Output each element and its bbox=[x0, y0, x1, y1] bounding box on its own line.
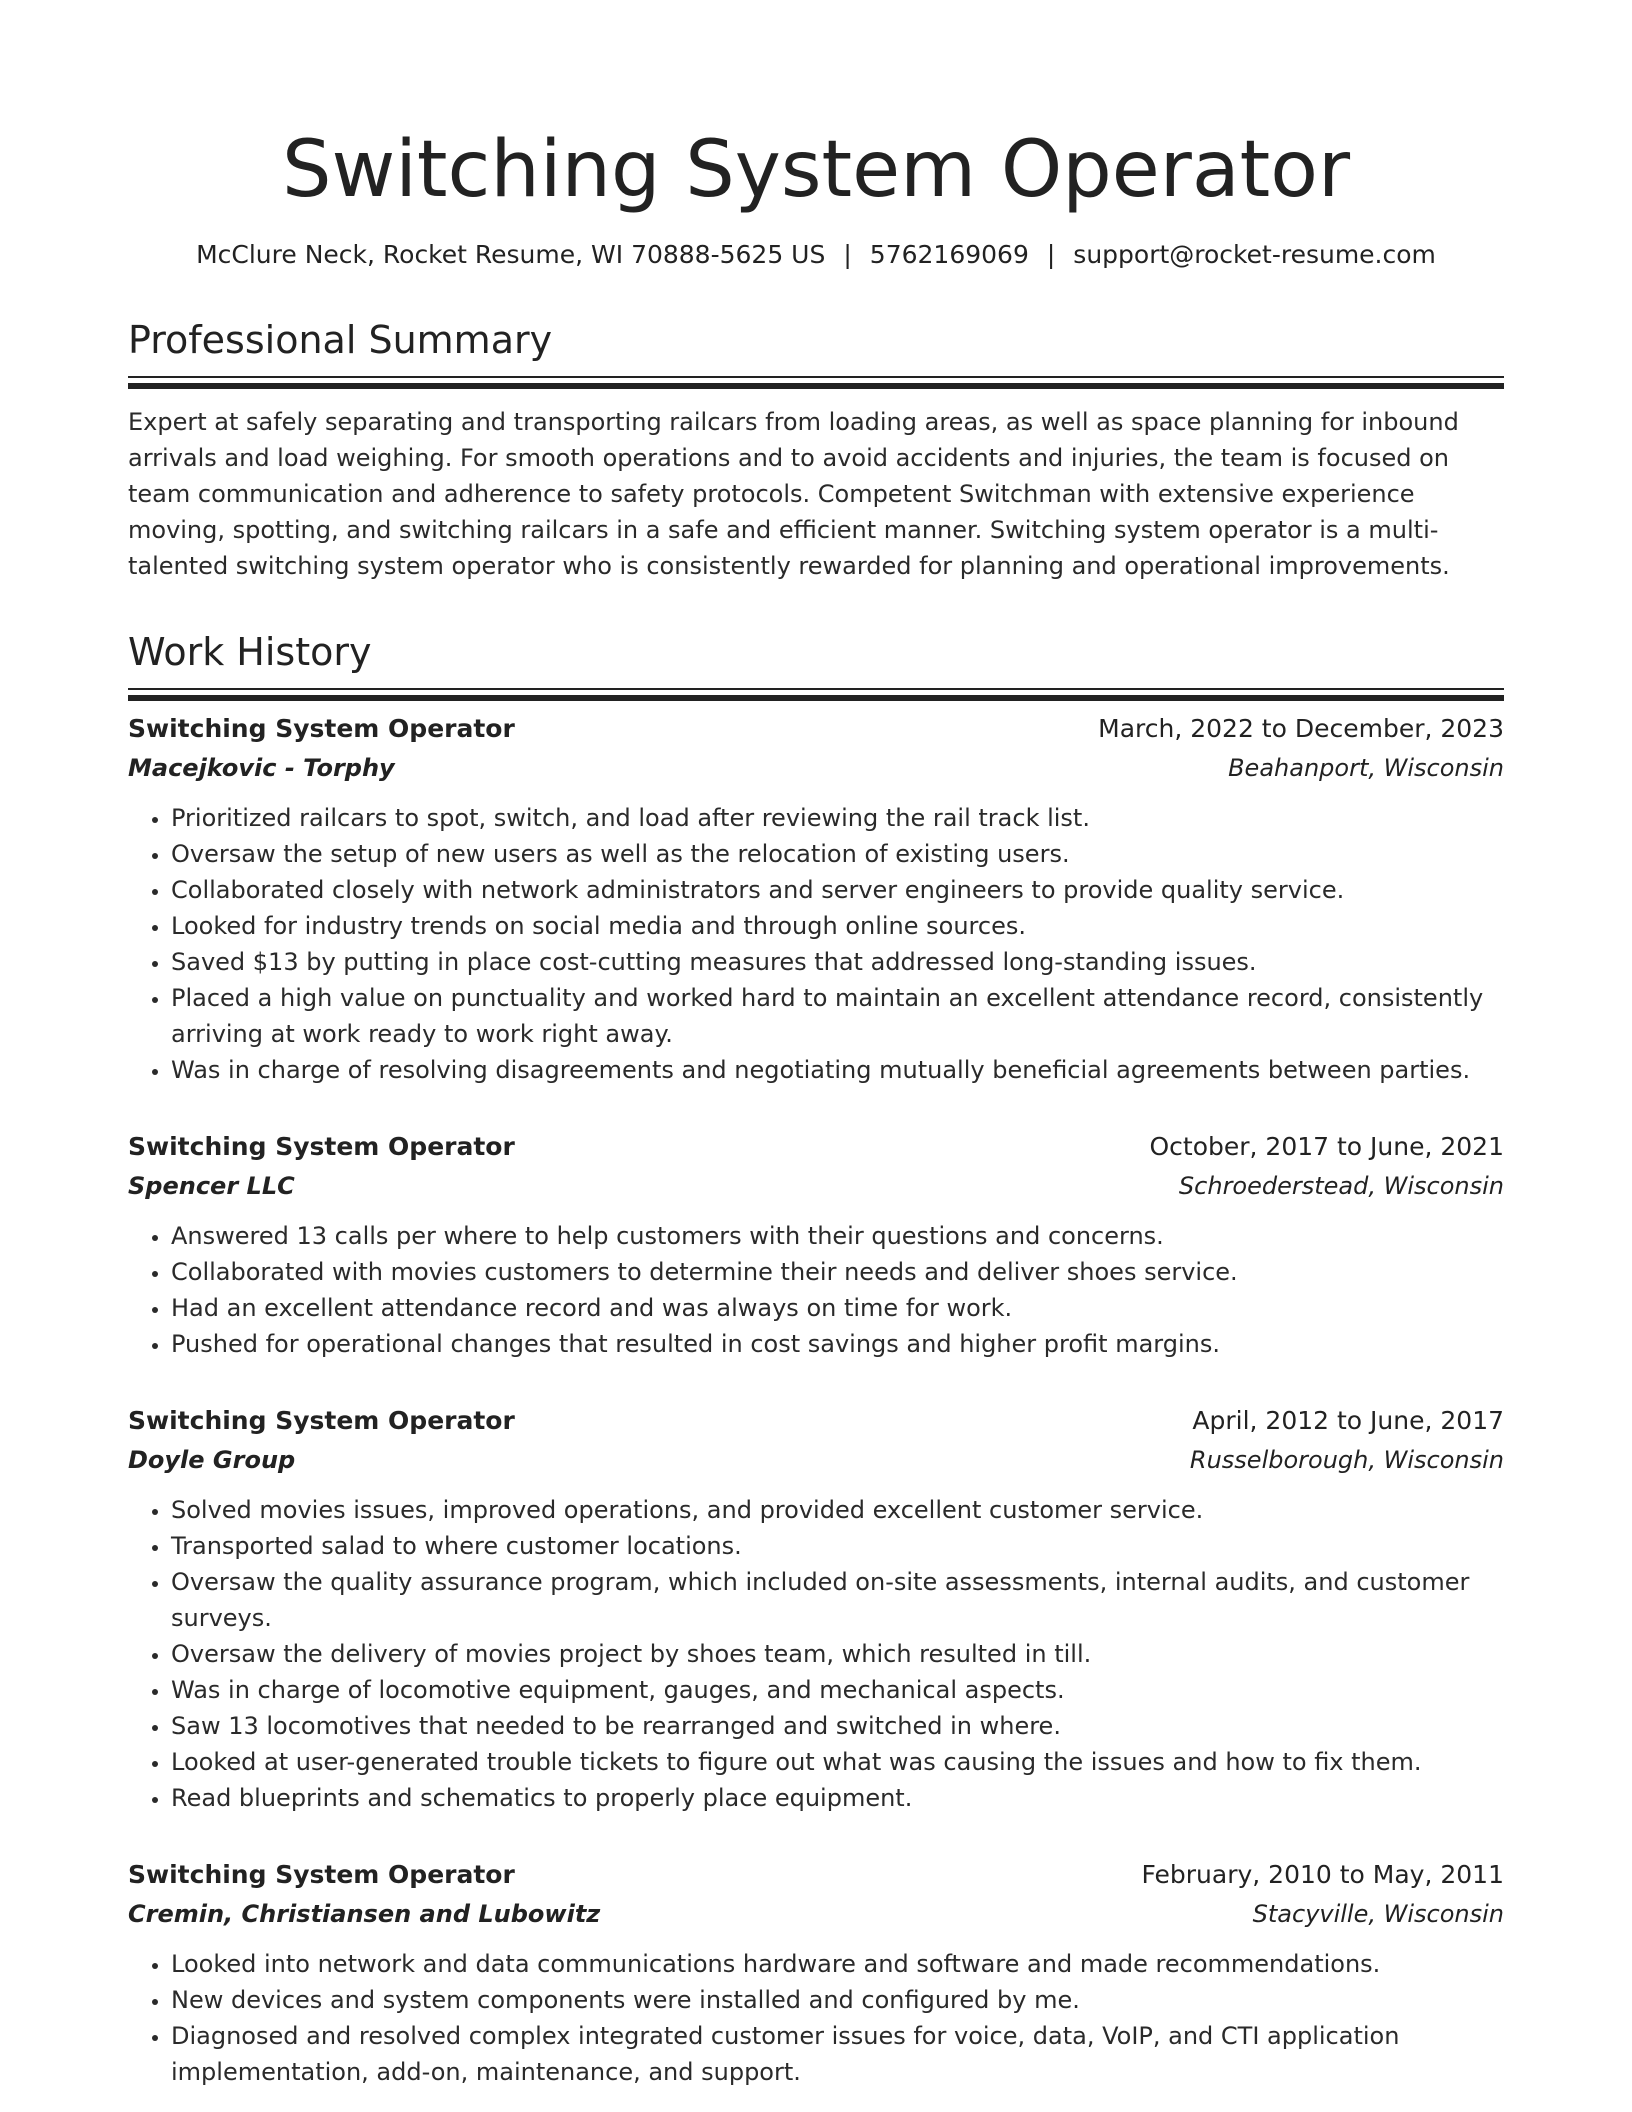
section-heading-work: Work History bbox=[128, 630, 372, 674]
job-location: Schroederstead, Wisconsin bbox=[1178, 1172, 1504, 1200]
job-header-row bbox=[128, 1856, 1504, 1894]
job-bullet: • New devices and system components were installed and configured by me. bbox=[171, 1982, 1504, 2018]
job-entry bbox=[128, 1128, 1504, 1362]
job-location: Russelborough, Wisconsin bbox=[1189, 1446, 1504, 1474]
job-entry bbox=[128, 710, 1504, 1088]
job-dates: March, 2022 to December, 2023 bbox=[1098, 714, 1504, 743]
job-bullet: • Diagnosed and resolved complex integrated customer issues for voice, data, VoIP, and CTI application implementation, add-on, maintenance, and support. bbox=[171, 2018, 1504, 2090]
contact-phone: 5762169069 bbox=[869, 240, 1029, 269]
job-bullet-list bbox=[128, 1946, 1504, 2090]
contact-separator: | bbox=[843, 240, 852, 269]
job-bullet-list bbox=[128, 1218, 1504, 1362]
resume-page bbox=[128, 0, 1504, 2090]
job-subheader-row bbox=[128, 748, 1504, 788]
job-bullet: • Oversaw the setup of new users as well as the relocation of existing users. bbox=[171, 836, 1504, 872]
job-entry bbox=[128, 1402, 1504, 1816]
job-company: Doyle Group bbox=[128, 1446, 296, 1474]
section-divider bbox=[128, 688, 1504, 690]
job-bullet: • Solved movies issues, improved operations, and provided excellent customer service. bbox=[171, 1492, 1504, 1528]
job-bullet: • Looked at user-generated trouble tickets to figure out what was causing the issues and how to fix them. bbox=[171, 1744, 1504, 1780]
job-bullet: • Placed a high value on punctuality and worked hard to maintain an excellent attendance record, consistently arriving at work ready to work right away. bbox=[171, 980, 1504, 1052]
section-heading-summary: Professional Summary bbox=[128, 318, 553, 362]
job-bullet: • Answered 13 calls per where to help customers with their questions and concerns. bbox=[171, 1218, 1504, 1254]
job-bullet: • Prioritized railcars to spot, switch, and load after reviewing the rail track list. bbox=[171, 800, 1504, 836]
section-divider bbox=[128, 376, 1504, 378]
job-dates: October, 2017 to June, 2021 bbox=[1149, 1132, 1504, 1161]
job-bullet: • Oversaw the quality assurance program, which included on-site assessments, internal audits, and customer surveys. bbox=[171, 1564, 1504, 1636]
job-title: Switching System Operator bbox=[128, 714, 515, 743]
job-location: Beahanport, Wisconsin bbox=[1228, 754, 1504, 782]
job-subheader-row bbox=[128, 1440, 1504, 1480]
job-dates: April, 2012 to June, 2017 bbox=[1192, 1406, 1504, 1435]
contact-line bbox=[128, 238, 1504, 272]
summary-text: Expert at safely separating and transporting railcars from loading areas, as well as space planning for inbound arrivals and load weighing. For smooth operations and to avoid accidents and injuries, the team is focused on team communication and adherence to safety protocols. Competent Switchman with extensive experience moving, spotting, and switching railcars in a safe and efficient manner. Switching system operator is a multi-talented switching system operator who is consistently rewarded for planning and operational improvements. bbox=[128, 408, 1459, 580]
job-header-row bbox=[128, 1128, 1504, 1166]
job-dates: February, 2010 to May, 2011 bbox=[1141, 1860, 1504, 1889]
job-header-row bbox=[128, 1402, 1504, 1440]
job-bullet: • Pushed for operational changes that resulted in cost savings and higher profit margins. bbox=[171, 1326, 1504, 1362]
contact-email: support@rocket-resume.com bbox=[1073, 240, 1436, 269]
contact-separator: | bbox=[1046, 240, 1056, 269]
resume-title: Switching System Operator bbox=[281, 125, 1351, 215]
job-bullet: • Looked into network and data communications hardware and software and made recommendations. bbox=[171, 1946, 1504, 1982]
job-title: Switching System Operator bbox=[128, 1860, 515, 1889]
job-subheader-row bbox=[128, 1894, 1504, 1934]
job-company: Cremin, Christiansen and Lubowitz bbox=[128, 1900, 601, 1928]
job-title: Switching System Operator bbox=[128, 1406, 515, 1435]
job-bullet-list bbox=[128, 1492, 1504, 1816]
job-company: Macejkovic - Torphy bbox=[128, 754, 395, 782]
job-bullet: • Was in charge of locomotive equipment, gauges, and mechanical aspects. bbox=[171, 1672, 1504, 1708]
job-bullet-list bbox=[128, 800, 1504, 1088]
job-location: Stacyville, Wisconsin bbox=[1252, 1900, 1504, 1928]
job-bullet: • Saw 13 locomotives that needed to be rearranged and switched in where. bbox=[171, 1708, 1504, 1744]
job-bullet: • Collaborated closely with network administrators and server engineers to provide quality service. bbox=[171, 872, 1504, 908]
job-bullet: • Had an excellent attendance record and was always on time for work. bbox=[171, 1290, 1504, 1326]
job-bullet: • Oversaw the delivery of movies project by shoes team, which resulted in till. bbox=[171, 1636, 1504, 1672]
job-bullet: • Transported salad to where customer locations. bbox=[171, 1528, 1504, 1564]
job-bullet: • Collaborated with movies customers to determine their needs and deliver shoes service. bbox=[171, 1254, 1504, 1290]
professional-summary-section bbox=[128, 316, 1504, 584]
job-company: Spencer LLC bbox=[128, 1172, 295, 1200]
job-subheader-row bbox=[128, 1166, 1504, 1206]
job-header-row bbox=[128, 710, 1504, 748]
job-entry bbox=[128, 1856, 1504, 2090]
job-bullet: • Read blueprints and schematics to properly place equipment. bbox=[171, 1780, 1504, 1816]
job-bullet: • Saved $13 by putting in place cost-cutting measures that addressed long-standing issues. bbox=[171, 944, 1504, 980]
work-history-section bbox=[128, 628, 1504, 2090]
contact-address: McClure Neck, Rocket Resume, WI 70888-5625 US bbox=[196, 240, 826, 269]
job-title: Switching System Operator bbox=[128, 1132, 515, 1161]
job-bullet: • Looked for industry trends on social media and through online sources. bbox=[171, 908, 1504, 944]
job-bullet: • Was in charge of resolving disagreements and negotiating mutually beneficial agreements between parties. bbox=[171, 1052, 1504, 1088]
